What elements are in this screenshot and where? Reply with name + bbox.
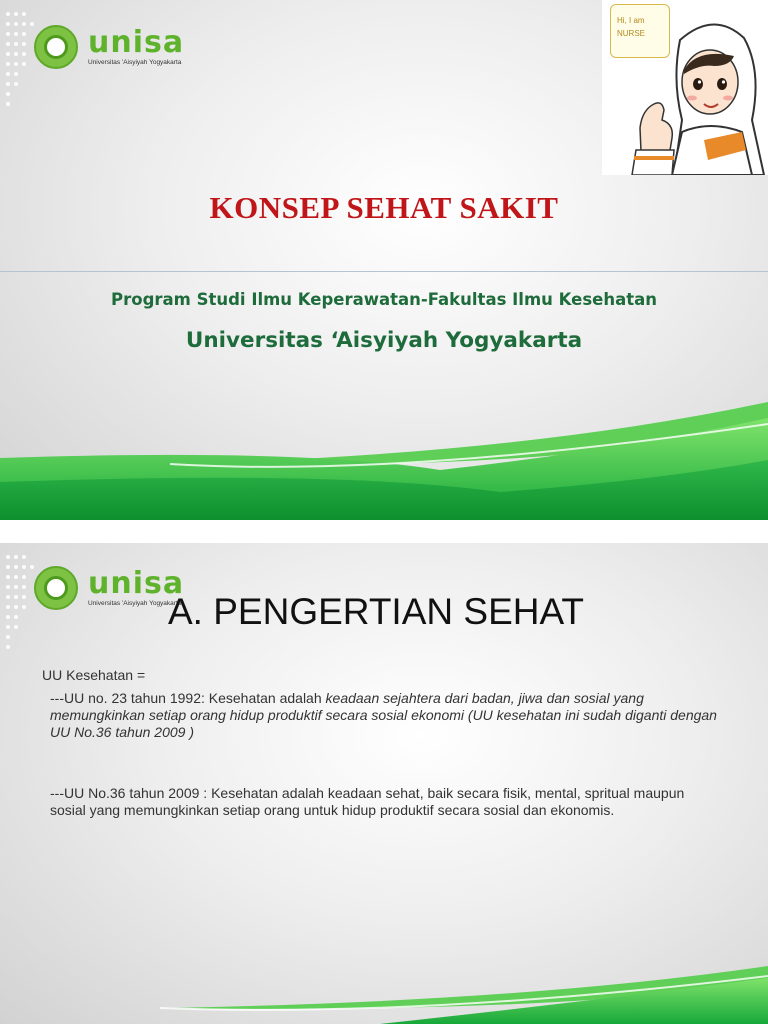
slide-title: KONSEP SEHAT SAKIT [209, 190, 559, 225]
brand-subtitle: Universitas 'Aisyiyah Yogyakarta [88, 59, 182, 66]
law-heading: UU Kesehatan = [42, 667, 146, 683]
law-item-2009: ---UU No.36 tahun 2009 : Kesehatan adalah keadaan sehat, baik secara fisik, mental, spritual maupun sosial yang memungkinkan setiap orang untuk hidup produktif secara sosial dan ekonomis. [50, 785, 685, 818]
brand-name: unisa [88, 566, 185, 601]
green-wave-decoration [0, 964, 768, 1024]
title-divider [0, 271, 768, 272]
unisa-logo [34, 25, 184, 69]
brand-name: unisa [88, 25, 185, 60]
unisa-logo [34, 566, 184, 610]
dot-pattern-decoration [4, 551, 34, 661]
slide-body [42, 667, 722, 819]
dot-pattern-decoration [4, 8, 34, 118]
university-subtitle: Universitas ‘Aisyiyah Yogyakarta [185, 328, 583, 353]
nurse-illustration [602, 0, 768, 175]
law-item-1992-definition: keadaan sejahtera dari badan, jiwa dan sosial yang memungkinkan setiap orang hidup produktif secara sosial ekonomi (UU kesehatan ini sudah diganti dengan UU No.36 tahun 2009 ) [50, 690, 717, 740]
brand-subtitle: Universitas 'Aisyiyah Yogyakarta [88, 600, 182, 607]
slide-2 [0, 543, 768, 1024]
university-seal-icon [34, 25, 78, 69]
law-item-1992-prefix: ---UU no. 23 tahun 1992: Kesehatan adalah [50, 690, 326, 706]
speech-bubble: Hi, I am NURSE [610, 4, 670, 58]
slide-title: A. PENGERTIAN SEHAT [168, 591, 584, 632]
nurse-cartoon-icon [602, 0, 768, 175]
law-item-1992 [50, 690, 722, 741]
green-wave-decoration [0, 400, 768, 520]
university-seal-icon [34, 566, 78, 610]
program-subtitle: Program Studi Ilmu Keperawatan-Fakultas Ilmu Kesehatan [111, 290, 657, 309]
